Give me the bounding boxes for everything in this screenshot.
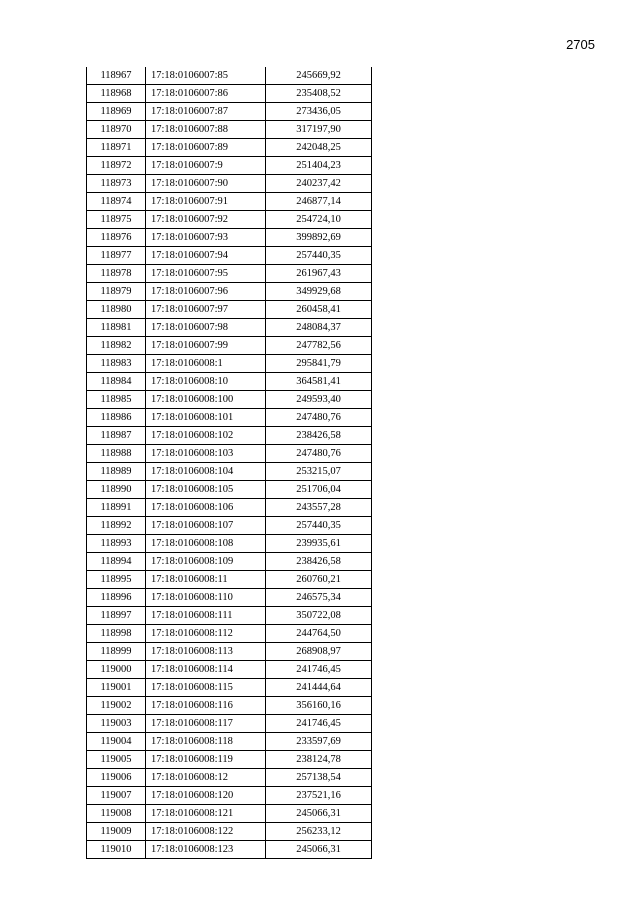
value-cell: 399892,69 (266, 229, 372, 247)
value-cell: 248084,37 (266, 319, 372, 337)
row-id-cell: 119005 (87, 751, 146, 769)
value-cell: 245066,31 (266, 805, 372, 823)
cadastral-number-cell: 17:18:0106008:116 (146, 697, 266, 715)
cadastral-number-cell: 17:18:0106008:106 (146, 499, 266, 517)
table-row (87, 751, 372, 769)
row-id-cell: 118980 (87, 301, 146, 319)
value-cell: 295841,79 (266, 355, 372, 373)
value-cell: 233597,69 (266, 733, 372, 751)
table-row (87, 805, 372, 823)
row-id-cell: 118983 (87, 355, 146, 373)
table-row (87, 553, 372, 571)
table-row (87, 265, 372, 283)
cadastral-number-cell: 17:18:0106008:105 (146, 481, 266, 499)
table-row (87, 787, 372, 805)
row-id-cell: 118992 (87, 517, 146, 535)
cadastral-number-cell: 17:18:0106008:11 (146, 571, 266, 589)
row-id-cell: 118998 (87, 625, 146, 643)
data-table (86, 67, 372, 859)
row-id-cell: 119006 (87, 769, 146, 787)
row-id-cell: 119000 (87, 661, 146, 679)
cadastral-number-cell: 17:18:0106008:122 (146, 823, 266, 841)
value-cell: 364581,41 (266, 373, 372, 391)
row-id-cell: 119009 (87, 823, 146, 841)
row-id-cell: 118993 (87, 535, 146, 553)
row-id-cell: 118982 (87, 337, 146, 355)
value-cell: 238124,78 (266, 751, 372, 769)
cadastral-number-cell: 17:18:0106007:91 (146, 193, 266, 211)
row-id-cell: 118979 (87, 283, 146, 301)
row-id-cell: 119001 (87, 679, 146, 697)
row-id-cell: 118974 (87, 193, 146, 211)
cadastral-number-cell: 17:18:0106008:101 (146, 409, 266, 427)
cadastral-number-cell: 17:18:0106008:114 (146, 661, 266, 679)
row-id-cell: 118970 (87, 121, 146, 139)
value-cell: 317197,90 (266, 121, 372, 139)
value-cell: 257138,54 (266, 769, 372, 787)
row-id-cell: 118973 (87, 175, 146, 193)
cadastral-number-cell: 17:18:0106007:9 (146, 157, 266, 175)
table-row (87, 211, 372, 229)
cadastral-number-cell: 17:18:0106007:89 (146, 139, 266, 157)
table-row (87, 589, 372, 607)
cadastral-number-cell: 17:18:0106008:110 (146, 589, 266, 607)
table-row (87, 481, 372, 499)
table-row (87, 535, 372, 553)
value-cell: 247480,76 (266, 445, 372, 463)
table-row (87, 697, 372, 715)
value-cell: 260760,21 (266, 571, 372, 589)
row-id-cell: 118988 (87, 445, 146, 463)
row-id-cell: 118999 (87, 643, 146, 661)
value-cell: 238426,58 (266, 427, 372, 445)
value-cell: 239935,61 (266, 535, 372, 553)
table-row (87, 139, 372, 157)
value-cell: 244764,50 (266, 625, 372, 643)
row-id-cell: 118989 (87, 463, 146, 481)
cadastral-number-cell: 17:18:0106008:107 (146, 517, 266, 535)
cadastral-number-cell: 17:18:0106007:88 (146, 121, 266, 139)
table-row (87, 823, 372, 841)
cadastral-number-cell: 17:18:0106008:109 (146, 553, 266, 571)
table-row (87, 625, 372, 643)
cadastral-number-cell: 17:18:0106007:93 (146, 229, 266, 247)
value-cell: 235408,52 (266, 85, 372, 103)
cadastral-number-cell: 17:18:0106008:103 (146, 445, 266, 463)
row-id-cell: 118972 (87, 157, 146, 175)
table-row (87, 67, 372, 85)
value-cell: 237521,16 (266, 787, 372, 805)
row-id-cell: 118984 (87, 373, 146, 391)
table-row (87, 517, 372, 535)
cadastral-number-cell: 17:18:0106008:111 (146, 607, 266, 625)
value-cell: 246877,14 (266, 193, 372, 211)
value-cell: 349929,68 (266, 283, 372, 301)
table-row (87, 661, 372, 679)
value-cell: 246575,34 (266, 589, 372, 607)
cadastral-number-cell: 17:18:0106007:98 (146, 319, 266, 337)
table-row (87, 283, 372, 301)
row-id-cell: 119004 (87, 733, 146, 751)
row-id-cell: 118985 (87, 391, 146, 409)
row-id-cell: 118977 (87, 247, 146, 265)
row-id-cell: 119002 (87, 697, 146, 715)
value-cell: 251706,04 (266, 481, 372, 499)
cadastral-number-cell: 17:18:0106008:118 (146, 733, 266, 751)
value-cell: 247782,56 (266, 337, 372, 355)
cadastral-number-cell: 17:18:0106007:94 (146, 247, 266, 265)
value-cell: 242048,25 (266, 139, 372, 157)
row-id-cell: 118976 (87, 229, 146, 247)
page-number: 2705 (566, 37, 595, 52)
row-id-cell: 118987 (87, 427, 146, 445)
value-cell: 256233,12 (266, 823, 372, 841)
value-cell: 238426,58 (266, 553, 372, 571)
value-cell: 245669,92 (266, 67, 372, 85)
cadastral-number-cell: 17:18:0106007:92 (146, 211, 266, 229)
table-row (87, 103, 372, 121)
value-cell: 243557,28 (266, 499, 372, 517)
row-id-cell: 118996 (87, 589, 146, 607)
cadastral-number-cell: 17:18:0106008:119 (146, 751, 266, 769)
row-id-cell: 119010 (87, 841, 146, 859)
cadastral-number-cell: 17:18:0106007:96 (146, 283, 266, 301)
row-id-cell: 118971 (87, 139, 146, 157)
table-row (87, 841, 372, 859)
table-row (87, 337, 372, 355)
row-id-cell: 118994 (87, 553, 146, 571)
table-row (87, 355, 372, 373)
value-cell: 249593,40 (266, 391, 372, 409)
cadastral-number-cell: 17:18:0106008:121 (146, 805, 266, 823)
table-row (87, 157, 372, 175)
cadastral-number-cell: 17:18:0106007:95 (146, 265, 266, 283)
cadastral-number-cell: 17:18:0106008:123 (146, 841, 266, 859)
table-row (87, 247, 372, 265)
row-id-cell: 119008 (87, 805, 146, 823)
table-row (87, 85, 372, 103)
row-id-cell: 118967 (87, 67, 146, 85)
table-row (87, 445, 372, 463)
cadastral-number-cell: 17:18:0106008:102 (146, 427, 266, 445)
cadastral-number-cell: 17:18:0106008:115 (146, 679, 266, 697)
row-id-cell: 118991 (87, 499, 146, 517)
value-cell: 241444,64 (266, 679, 372, 697)
value-cell: 356160,16 (266, 697, 372, 715)
row-id-cell: 118986 (87, 409, 146, 427)
value-cell: 245066,31 (266, 841, 372, 859)
table-row (87, 679, 372, 697)
cadastral-number-cell: 17:18:0106008:117 (146, 715, 266, 733)
value-cell: 261967,43 (266, 265, 372, 283)
row-id-cell: 119003 (87, 715, 146, 733)
row-id-cell: 118968 (87, 85, 146, 103)
value-cell: 350722,08 (266, 607, 372, 625)
cadastral-number-cell: 17:18:0106008:108 (146, 535, 266, 553)
table-row (87, 175, 372, 193)
cadastral-number-cell: 17:18:0106007:86 (146, 85, 266, 103)
row-id-cell: 118981 (87, 319, 146, 337)
value-cell: 241746,45 (266, 661, 372, 679)
row-id-cell: 119007 (87, 787, 146, 805)
table-row (87, 643, 372, 661)
table-row (87, 319, 372, 337)
row-id-cell: 118975 (87, 211, 146, 229)
cadastral-number-cell: 17:18:0106008:112 (146, 625, 266, 643)
table-row (87, 733, 372, 751)
table-row (87, 193, 372, 211)
value-cell: 273436,05 (266, 103, 372, 121)
table-row (87, 463, 372, 481)
table-row (87, 571, 372, 589)
cadastral-number-cell: 17:18:0106008:1 (146, 355, 266, 373)
cadastral-number-cell: 17:18:0106007:85 (146, 67, 266, 85)
cadastral-number-cell: 17:18:0106007:90 (146, 175, 266, 193)
table-row (87, 427, 372, 445)
table-row (87, 373, 372, 391)
table-body (87, 67, 372, 859)
table-row (87, 769, 372, 787)
value-cell: 247480,76 (266, 409, 372, 427)
value-cell: 251404,23 (266, 157, 372, 175)
table-row (87, 229, 372, 247)
cadastral-number-cell: 17:18:0106007:99 (146, 337, 266, 355)
value-cell: 257440,35 (266, 517, 372, 535)
cadastral-number-cell: 17:18:0106008:120 (146, 787, 266, 805)
cadastral-number-cell: 17:18:0106008:12 (146, 769, 266, 787)
value-cell: 240237,42 (266, 175, 372, 193)
table-row (87, 391, 372, 409)
cadastral-number-cell: 17:18:0106007:97 (146, 301, 266, 319)
cadastral-number-cell: 17:18:0106008:113 (146, 643, 266, 661)
value-cell: 253215,07 (266, 463, 372, 481)
value-cell: 254724,10 (266, 211, 372, 229)
row-id-cell: 118969 (87, 103, 146, 121)
row-id-cell: 118990 (87, 481, 146, 499)
table-row (87, 301, 372, 319)
value-cell: 268908,97 (266, 643, 372, 661)
row-id-cell: 118997 (87, 607, 146, 625)
table-row (87, 121, 372, 139)
cadastral-number-cell: 17:18:0106008:104 (146, 463, 266, 481)
cadastral-number-cell: 17:18:0106007:87 (146, 103, 266, 121)
value-cell: 241746,45 (266, 715, 372, 733)
table-row (87, 409, 372, 427)
row-id-cell: 118978 (87, 265, 146, 283)
cadastral-number-cell: 17:18:0106008:100 (146, 391, 266, 409)
cadastral-number-cell: 17:18:0106008:10 (146, 373, 266, 391)
value-cell: 260458,41 (266, 301, 372, 319)
value-cell: 257440,35 (266, 247, 372, 265)
table-row (87, 499, 372, 517)
table-row (87, 715, 372, 733)
row-id-cell: 118995 (87, 571, 146, 589)
table-row (87, 607, 372, 625)
